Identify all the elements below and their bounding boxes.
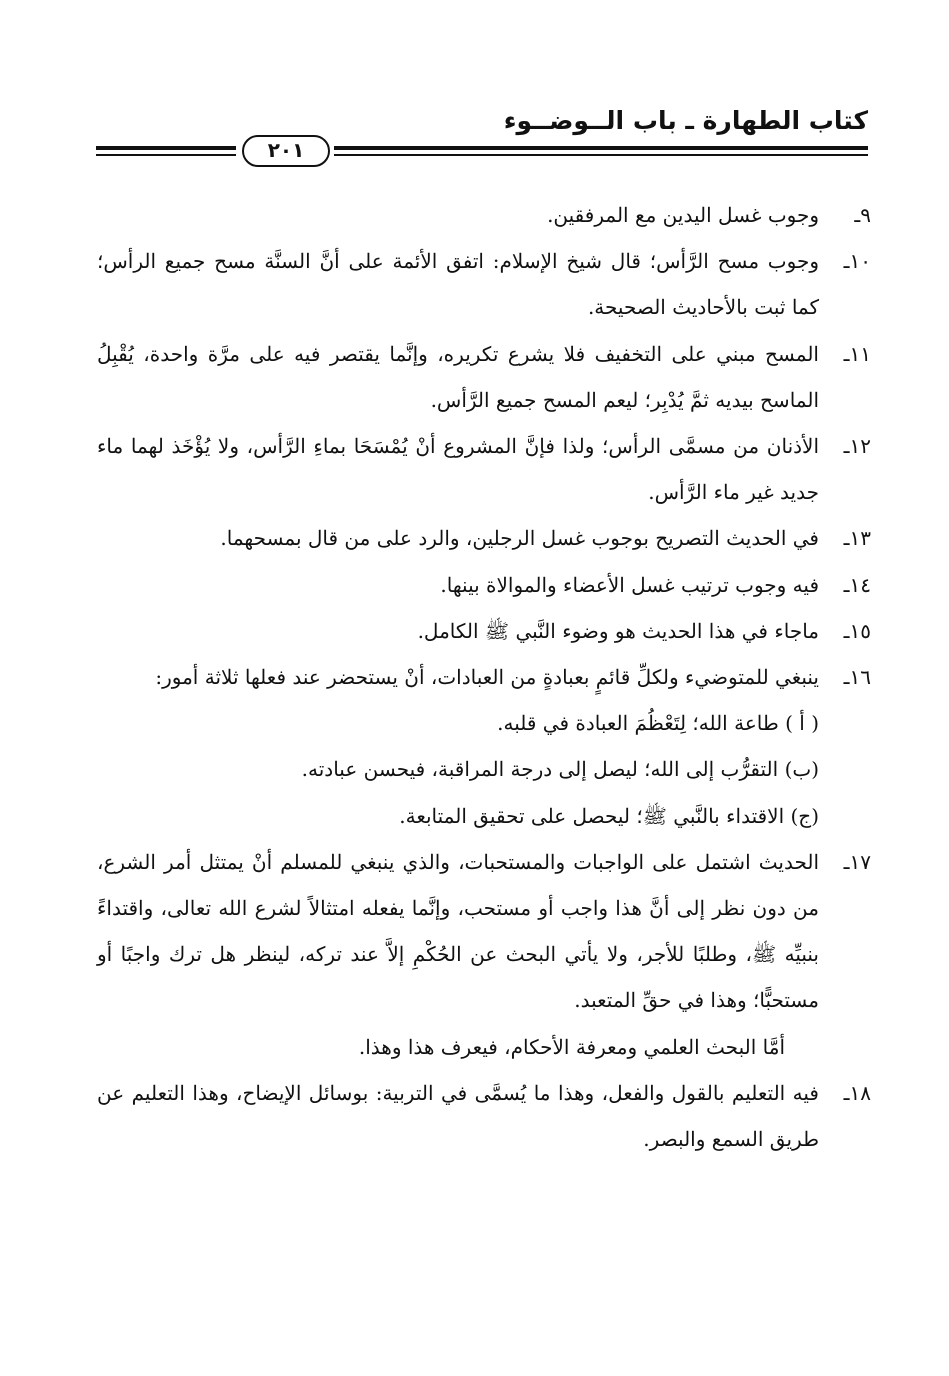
header-rule <box>96 146 236 150</box>
header-rule <box>96 154 236 156</box>
item-text: وجوب غسل اليدين مع المرفقين. <box>547 203 819 227</box>
item-number: ٩ـ <box>854 203 871 227</box>
list-item <box>97 654 871 700</box>
item-number: ١٥ـ <box>843 618 871 643</box>
header-rule <box>334 154 868 156</box>
list-item <box>97 608 871 654</box>
item-text: فيه التعليم بالقول والفعل، وهذا ما يُسمَّى في التربية: بوسائل الإيضاح، وهذا التعليم عن طريق السمع والبصر. <box>97 1080 819 1152</box>
sub-item: (ب) التقرُّب إلى الله؛ ليصل إلى درجة المراقبة، فيحسن عبادته. <box>301 757 819 782</box>
body-text <box>97 192 871 1162</box>
list-item <box>97 238 871 330</box>
item-number: ١٠ـ <box>843 249 871 274</box>
item-number: ١٢ـ <box>843 434 871 459</box>
item-text: فيه وجوب ترتيب غسل الأعضاء والموالاة بينها. <box>440 572 819 597</box>
item-number: ١٨ـ <box>843 1080 871 1105</box>
list-item <box>97 1070 871 1162</box>
running-header <box>96 104 868 164</box>
page-number: ٢٠١ <box>242 135 330 167</box>
item-number: ١٦ـ <box>843 665 871 690</box>
item-text: المسح مبني على التخفيف فلا يشرع تكريره، وإنَّما يقتصر فيه على مرَّة واحدة، يُقْبِلُ الماسح بيديه ثمَّ يُدْبِر؛ ليعم المسح جميع الرَّأس. <box>97 341 819 412</box>
sub-item: ( أ ) طاعة الله؛ لِتَعْظُمَ العبادة في قلبه. <box>497 711 819 736</box>
item-number: ١٤ـ <box>843 572 871 597</box>
header-rule <box>334 146 868 150</box>
item-text: ينبغي للمتوضيء ولكلِّ قائمٍ بعبادةٍ من العبادات، أنْ يستحضر عند فعلها ثلاثة أمور: <box>155 665 819 690</box>
list-item <box>97 192 871 238</box>
item-text: وجوب مسح الرَّأس؛ قال شيخ الإسلام: اتفق الأئمة على أنَّ السنَّة مسح جميع الرأس؛ كما ثبت بالأحاديث الصحيحة. <box>97 249 819 320</box>
item-number: ١٣ـ <box>843 526 871 551</box>
list-item <box>97 562 871 608</box>
list-item <box>97 331 871 423</box>
item-text: الحديث اشتمل على الواجبات والمستحبات، والذي ينبغي للمسلم أنْ يمتثل أمر الشرع، من دون نظر إلى أنَّ هذا واجب أو مستحب، وإنَّما يفعله امتثالاً لشرع الله تعالى، واقتداءً بنبيِّه ﷺ، وطلبًا للأجر، ولا يأتي البحث عن الحُكْمِ إلاَّ عند تركه، لينظر هل ترك واجبًا أو مستحبًّا؛ وهذا في حقِّ المتعبد. <box>97 849 819 1013</box>
list-item <box>97 423 871 515</box>
item-number: ١٧ـ <box>843 849 871 874</box>
item-text: الأذنان من مسمَّى الرأس؛ ولذا فإنَّ المشروع أنْ يُمْسَحَا بماءِ الرَّأس، ولا يُؤْخَذ لهما ماء جديد غير ماء الرَّأس. <box>97 434 819 505</box>
list-item <box>97 839 871 1024</box>
list-item <box>97 515 871 561</box>
item-text: في الحديث التصريح بوجوب غسل الرجلين، والرد على من قال بمسحهما. <box>220 526 819 551</box>
continuation-paragraph: أمَّا البحث العلمي ومعرفة الأحكام، فيعرف هذا وهذا. <box>358 1034 785 1059</box>
sub-item: (ج) الاقتداء بالنَّبي ﷺ؛ ليحصل على تحقيق المتابعة. <box>399 803 819 828</box>
item-number: ١١ـ <box>843 341 871 366</box>
header-title: كتاب الطهارة ـ باب الــوضــوء <box>503 106 868 135</box>
item-text: ماجاء في هذا الحديث هو وضوء النَّبي ﷺ الكامل. <box>417 618 819 643</box>
